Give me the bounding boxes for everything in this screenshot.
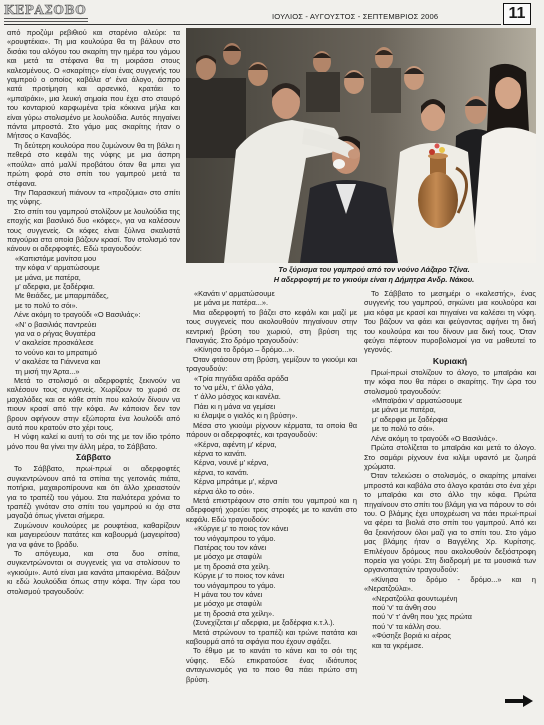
verse-line: Η μάνα του τον κάνει (194, 590, 263, 599)
article-column-left (7, 28, 180, 722)
verse-line: πού 'ν' τα άνθη σου (372, 603, 436, 612)
verse-line: κέρνα όλο το σόι». (194, 486, 255, 496)
verse-line: με μάνα με πατέρα...». (194, 298, 269, 308)
verse-line: Κύργιε μ' το ποιος τον κάνει (194, 571, 285, 581)
verse-line: με μόσχο με σταφύλι (194, 552, 262, 562)
verse-line: το νούνο και το μπρατιμό (15, 347, 98, 357)
verse-line: με μάνα, με πατέρα, (15, 272, 81, 282)
verse-line: «Κύργιε μ' το ποιος τον κάνει (194, 524, 289, 534)
verse-line: μ' αδερφια, με ξαδέρφια. (15, 281, 95, 291)
song-verse (194, 524, 357, 618)
paragraph: από προζύμι ρεβιθιού και σταρένιο αλεύρι: τα «ρουφτέκια». Τη μια κουλούρα θα τη βάλουν στο δισάκι του αλόγου του σκαρίτη την ημέρα του γάμου και μετά τα στέφανα θα τη μοιράσει στους καλεσμένους. Ο «σκαρίτης» είναι ένας συγγενής του γαμπρού ο οποίος καβάλα σ' ένα άλογο, άσπρο κατά προτίμηση και αρσενικό, κρατάει το «μπαϊράκι», μια λευκή σημαία που έχει στο σταυρό του κονταριού καρφωμένα τρία κόκκινα μήλα και είναι γύρω στολισμένο με λουλούδια. Αυτός πηγαίνει πάντα μπροστά. Στο γάμο μας σκαρίτης ήταν ο Μήτσος ο Καναβός. (7, 28, 180, 141)
paragraph: Πρώτα στολίζεται το μπαϊράκι και μετά το άλογο. Στο σαμάρι ρίχνουν ένα κιλίμι υφαντό με ζωηρά χρώματα. (364, 443, 536, 471)
verse-line: με τη δροσιά στα χείλη. (194, 561, 271, 571)
page-number: 11 (503, 3, 531, 25)
header-rule (4, 24, 501, 25)
verse-line: με μόσχο με σταφύλι (194, 599, 262, 609)
song-verse (194, 440, 357, 496)
section-heading: Σάββατο (75, 452, 112, 463)
verse-line: μ' αδερφια με ξαδέρφια (372, 414, 448, 424)
paragraph: Στο σπίτι του γαμπρού στολίζουν με λουλούδια της εποχής και βασιλικό δυο «κόφες», για να καλέσουν τους συγγενείς. Οι κόφες είναι ξύλινα σκαλιστά παγούρια στα οποία βάζουν κρασί. Τον στολισμό τον κάνουν οι αδερφοφτές. Εδώ τραγουδούν: (7, 206, 180, 254)
verse-line: Πατέρας του τον κάνει (194, 542, 267, 552)
song-verse (372, 396, 536, 434)
verse-line: κέρνα, το κανάτι. (194, 467, 249, 477)
paragraph: Το Σάββατο, πρωί-πρωί οι αδερφοφτές συγκεντρώνουν από τα σπίτια της γειτονιάς πιάτα, ποτήρια, μαχαιροπίρουνα και ότι άλλο χρειαστούν για το τραπέζι του γάμου. Στα παλιότερα χρόνια το τραπέζι γινόταν στο σπίτι του γαμπρού κι όχι στα μαγαζιά όπως γίνεται σήμερα. (7, 464, 180, 521)
verse-line: «Κίνησα το δρόμο – δρόμο...». (194, 345, 295, 355)
paragraph: Μετά το στολισμό οι αδερφοφτές ξεκινούν να καλέσουν τους συγγενείς. Χωρίζουν το χωριό σε μαχαλάδες και σε κάθε σπίτι που καλούν δίνουν να πιουν κρασί από την κόφα. Αν κάποιον δεν τον βρουν αφήνουν στην εξώπορτα ένα λουλούδι από αυτά που κρατούν στο χέρι τους. (7, 376, 180, 433)
verse-line: Κέρνα μπράτιμε μ', κέρνα (194, 477, 278, 487)
verse-line: για να ο ρήγας θυγατέρα (15, 329, 96, 338)
verse-line: ν' ακαλέσε τα Γιάννενα και (15, 357, 101, 367)
verse-line: «Τρία πηγάδια αράδα αράδα (194, 373, 289, 383)
verse-line: με το πολύ το σόι». (15, 300, 78, 310)
paragraph: Μετά στρώνουν το τραπέζι και τρώνε πατάτα και καβουρμά από τα σφάγια που έχουν σφάξει. (186, 627, 357, 647)
verse-line: το 'να μέλι, τ' άλλο γάλα, (194, 383, 274, 393)
caption-line: Το ξύρισμα του γαμπρού από τον νούνο Λάζαρο Τζίνα. (278, 265, 470, 274)
song-verse (15, 254, 180, 310)
photo-caption (186, 265, 536, 287)
verse-line: «Μπαϊράκι ν' αρματώσουμε (372, 396, 463, 406)
paragraph: Όταν τελειώσει ο στολισμός, ο σκαρίτης μπαίνει μπροστά και καβάλα στο άλογο κρατάει στο ένα χέρι το μπαϊράκι και στο άλλο την κόφα. Πρώτα πηγαίνουν στο σπίτι του βλάμη για να πάρουν το σόι του. Ο βλάμης έχει υποχρέωση να πάει πρωί-πρωί να φέρει τα βιολιά στο σπίτι του γαμπρού. Από κει θα ξεκινήσουν όλοι μαζί για το σπίτι του. Στο γάμο μας βλάμης ήταν ο Βαγγέλης Χρ. Κυρίτσης. Επιλέγουν δρόμους που ακολουθούν δεξιόστροφη πορεία για γούρι. Στη διαδρομή με τα μουσικά των οργανοπαιχτών τραγουδούν: (364, 471, 536, 575)
verse-line: «Καπιστάμε μανίτσα μου (15, 253, 97, 263)
masthead-underline (4, 18, 88, 19)
verse-line: Πάει κι η μάνα να γεμίσει (194, 401, 276, 411)
paragraph: Την Παρασκευή πιάνουν τα «προζύμια» στο σπίτι της νύφης. (7, 187, 180, 207)
article-column-middle (186, 289, 357, 722)
paragraph: Λένε ακόμη το τραγούδι «Ο Βασιλιάς». (371, 433, 498, 443)
verse-line: Κέρνα, νουνέ μ' κέρνα, (194, 458, 269, 468)
song-verse (194, 374, 357, 421)
arrow-right-icon (505, 695, 533, 707)
song-verse (194, 289, 357, 308)
verse-line: «Ν' ο βασιλιάς παντρεύει (15, 319, 97, 329)
verse-line: την κόφα ν' αρματώσουμε (15, 263, 100, 273)
song-verse (194, 345, 357, 354)
verse-line: πού 'ν' τα κάλλη σου. (372, 621, 442, 631)
paragraph: Ζυμώνουν κουλούρες με ρουφτέκια, καθαρίζουν και μαγειρεύουν πατάτες και καβουρμά (μαγειρίτσα) για να φάνε το βράδυ. (7, 520, 180, 549)
masthead: ΚΕΡΑΣΟΒΟ (4, 3, 87, 17)
paragraph: Τη δεύτερη κουλούρα που ζυμώνουν θα τη βάλει η πεθερά στο κεφάλι της νύφης με μια άσπρη «πούλα» από μαλλί προβάτου όταν θα μπει για πρώτη φορά στο σπίτι του γαμπρού μετά τα στέφανα. (7, 140, 180, 188)
verse-line: Με θειάδες, με μπαρμπάδες, (15, 291, 109, 301)
paragraph: Όταν φτάσουν στη βρύση, γεμίζουν το γκιούμι και τραγουδούν: (186, 354, 357, 374)
verse-line: του νιόγαμπρου το γάμο. (194, 580, 276, 590)
caption-line: Η αδερφοφτή με το γκιούμι είναι η Δήμητρα Ανδρ. Νάκου. (273, 275, 475, 284)
verse-line: «Κανάτι ν' αρματώσουμε (194, 289, 275, 298)
paragraph: Το απόγευμα, και στα δυο σπίτια, συγκεντρώνονται οι συγγενείς για να στολίσουν το «γκιούμι». Αυτό είναι μια κανάτα μπακιρένια. Βάζουν κι εδώ λουλούδια όπως στην κόφα. Την ώρα του στολισμού τραγουδούν: (7, 548, 180, 596)
section-heading: Κυριακή (432, 355, 468, 366)
verse-line: τη μισή την Άρτα...» (15, 366, 80, 376)
paragraph: «Κίνησα το δρόμο - δρόμο...» και η «Νερατζούλα». (364, 574, 536, 594)
issue-date: ΙΟΥΛΙΟΣ - ΑΥΓΟΥΣΤΟΣ - ΣΕΠΤΕΜΒΡΙΟΣ 2006 (272, 12, 439, 21)
verse-line: τ' άλλο μόσχος και κανέλα. (194, 392, 281, 402)
paragraph: Το Σάββατο το μεσημέρι ο «καλεστής», ένας συγγενής του γαμπρού, σηκώνει μια κουλούρα και μια κόφα με κρασί και πηγαίνει να καλέσει τη νύφη. Του βάζουν να φάει και φεύγοντας αφήνει τη δική του κουλούρα και του δίνουν μια δική τους. Όταν φεύγει πέφτουν πυροβολισμοί για να μαθευτεί το γεγονός. (364, 289, 536, 355)
verse-line: κι έλαμψε ο γιαλός κι η βρύση». (194, 411, 298, 421)
verse-line: με τη δροσιά στα χείλη». (194, 608, 275, 618)
paragraph: (Συνεχίζεται μ' αδερφια, με ξαδέρφια κ.τ.λ.). (193, 618, 335, 628)
article-column-right (364, 289, 536, 722)
paragraph: Πρωί-πρωί στολίζουν το άλογο, το μπαϊράκι και την κόφα που θα πάρει ο σκαρίτης. Την ώρα του στολισμού τραγουδούν: (364, 367, 536, 396)
verse-line: πού 'ν' τ' άνθη που 'χες πρώτα (372, 612, 472, 622)
verse-line: «Νερατζούλα φουντωμένη (372, 593, 458, 603)
paragraph: Μετά επιστρέφουν στο σπίτι του γαμπρού και η αδερφοφτή χορεύει τρεις στροφές με το κανάτι στο κεφάλι. Εδώ τραγουδούν: (186, 495, 357, 524)
verse-line: κέρνα το κανάτι. (194, 448, 247, 458)
verse-line: ν' ακαλείσε προσκάλεσε (15, 338, 94, 348)
wedding-photo (186, 28, 536, 263)
verse-line: του νιόγαμπρου το γάμο. (194, 533, 276, 543)
paragraph: Η νύφη καλεί κι αυτή το σόι της με τον ίδιο τρόπο μόνο που θα γίνει την άλλη μέρα, το Σάββατο. (7, 432, 180, 451)
paragraph: Μια αδερφοφτή το βάζει στο κεφάλι και μαζί με τους συγγενείς που ακολουθούν πηγαίνουν στην κεντρική βρύση του χωριού, στη βρύση της Παναγιάς. Στο δρόμο τραγουδούν: (186, 307, 357, 346)
verse-line: «Φύσηξε βοριά κι αέρας (372, 631, 451, 641)
paragraph: Μέσα στο γκιούμι ρίχνουν κέρματα, τα οποία θα πάρουν οι αδερφοφτές, και τραγουδούν: (186, 420, 357, 440)
verse-line: «Κέρνα, αφέντη μ' κέρνα, (194, 439, 277, 449)
masthead-underline (4, 21, 88, 22)
song-verse (372, 594, 536, 650)
verse-line: και τα γκρέμισε. (372, 640, 424, 650)
verse-line: με το πολύ το σόι». (372, 424, 435, 434)
song-verse (15, 320, 180, 376)
verse-line: με μάνα με πατέρα, (372, 405, 436, 415)
paragraph: Λένε ακόμη το τραγούδι «Ο Βασιλιάς»: (14, 310, 141, 320)
paragraph: Το έθιμο με το κανάτι το κάνει και το σόι της νύφης. Εδώ επικρατούσε ένας ιδιότυπος ανταγωνισμός για το ποιο θα πάει πρώτο στη βρύση. (186, 646, 357, 684)
